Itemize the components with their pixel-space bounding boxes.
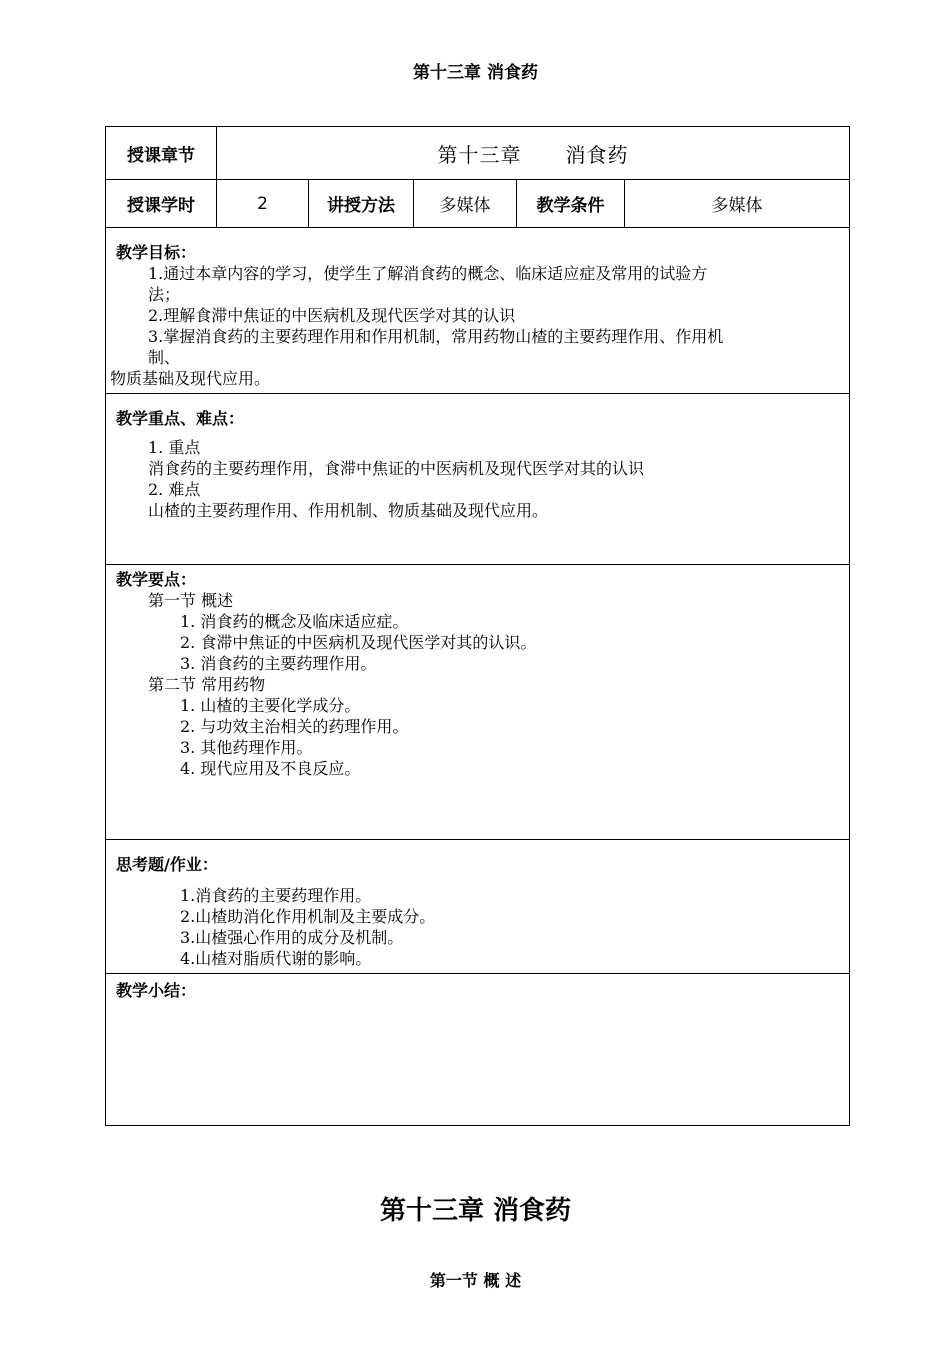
homework-item: 3.山楂强心作用的成分及机制。 bbox=[180, 928, 404, 947]
homework-item: 1.消食药的主要药理作用。 bbox=[180, 886, 372, 905]
chapter-value bbox=[217, 127, 850, 180]
lesson-plan-table bbox=[105, 126, 850, 1126]
essentials-block bbox=[106, 565, 850, 840]
homework-item: 2.山楂助消化作用机制及主要成分。 bbox=[180, 907, 436, 926]
summary-heading: 教学小结： bbox=[116, 981, 197, 1000]
essentials-item: 3. 消食药的主要药理作用。 bbox=[180, 654, 377, 673]
homework-heading: 思考题/作业： bbox=[116, 855, 218, 874]
row-key-points bbox=[106, 394, 850, 565]
homework-item: 4.山楂对脂质代谢的影响。 bbox=[180, 949, 372, 968]
row-summary bbox=[106, 974, 850, 1126]
objective-line: 1.通过本章内容的学习，使学生了解消食药的概念、临床适应症及常用的试验方 bbox=[148, 264, 708, 283]
hours-value: 2 bbox=[217, 180, 309, 228]
condition-label: 教学条件 bbox=[517, 180, 625, 228]
objective-line: 3.掌握消食药的主要药理作用和作用机制，常用药物山楂的主要药理作用、作用机 bbox=[148, 327, 724, 346]
objective-line: 物质基础及现代应用。 bbox=[110, 369, 271, 388]
essentials-item: 2. 与功效主治相关的药理作用。 bbox=[180, 717, 409, 736]
row-essentials bbox=[106, 565, 850, 840]
objective-line: 法； bbox=[148, 285, 181, 304]
chapter-name: 消食药 bbox=[565, 142, 629, 167]
row-hours bbox=[106, 180, 850, 228]
key-points-block bbox=[106, 394, 850, 565]
key-point-line: 2. 难点 bbox=[148, 480, 201, 499]
row-chapter bbox=[106, 127, 850, 180]
method-value: 多媒体 bbox=[414, 180, 517, 228]
method-label: 讲授方法 bbox=[309, 180, 414, 228]
hours-label: 授课学时 bbox=[106, 180, 217, 228]
row-homework bbox=[106, 840, 850, 974]
key-points-heading: 教学重点、难点： bbox=[116, 409, 245, 428]
chapter-number: 第十三章 bbox=[437, 142, 522, 167]
objectives-block bbox=[106, 228, 850, 394]
essentials-item: 3. 其他药理作用。 bbox=[180, 738, 313, 757]
essentials-item: 4. 现代应用及不良反应。 bbox=[180, 759, 361, 778]
homework-block bbox=[106, 840, 850, 974]
chapter-title: 第十三章 消食药 bbox=[379, 1196, 572, 1226]
key-point-line: 消食药的主要药理作用，食滞中焦证的中医病机及现代医学对其的认识 bbox=[148, 459, 645, 478]
key-point-line: 山楂的主要药理作用、作用机制、物质基础及现代应用。 bbox=[148, 501, 549, 520]
essentials-section-1: 第一节 概述 bbox=[148, 591, 234, 610]
essentials-heading: 教学要点： bbox=[116, 570, 197, 589]
objectives-heading: 教学目标： bbox=[116, 243, 197, 262]
essentials-section-2: 第二节 常用药物 bbox=[148, 675, 266, 694]
objective-line: 制、 bbox=[148, 348, 181, 367]
row-objectives bbox=[106, 228, 850, 394]
key-point-line: 1. 重点 bbox=[148, 438, 201, 457]
essentials-item: 1. 消食药的概念及临床适应症。 bbox=[180, 612, 409, 631]
essentials-item: 2. 食滞中焦证的中医病机及现代医学对其的认识。 bbox=[180, 633, 537, 652]
section-title: 第一节 概 述 bbox=[429, 1271, 522, 1290]
page-header-title: 第十三章 消食药 bbox=[413, 63, 538, 83]
summary-block bbox=[106, 974, 850, 1126]
objective-line: 2.理解食滞中焦证的中医病机及现代医学对其的认识 bbox=[148, 306, 516, 325]
essentials-item: 1. 山楂的主要化学成分。 bbox=[180, 696, 361, 715]
condition-value: 多媒体 bbox=[625, 180, 850, 228]
chapter-label: 授课章节 bbox=[106, 127, 217, 180]
